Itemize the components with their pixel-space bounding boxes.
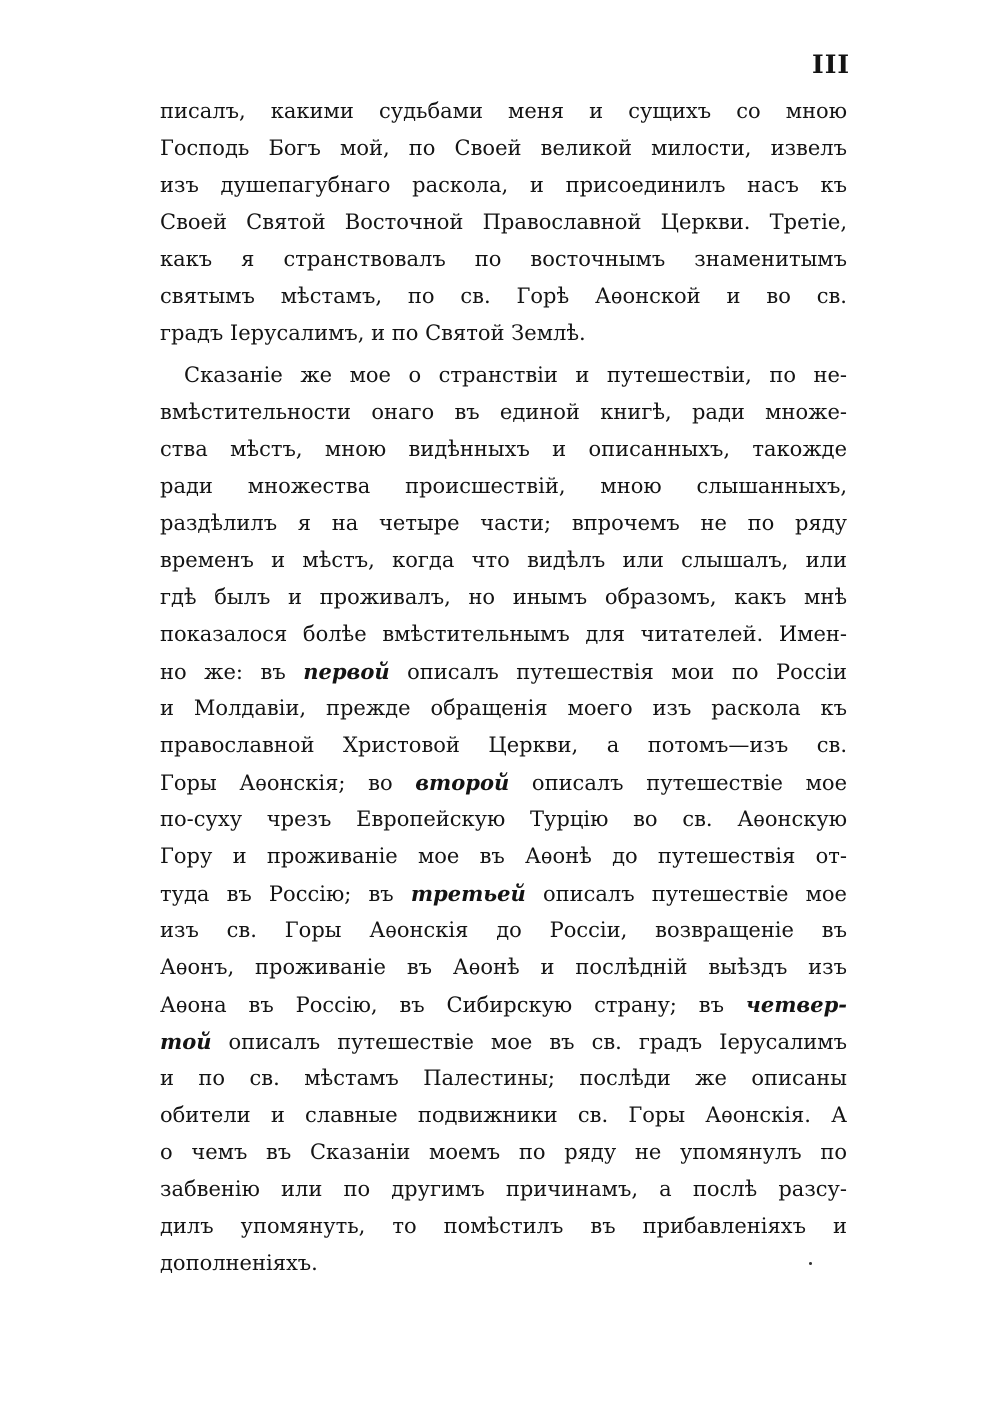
text-line: какъ я странствовалъ по восточнымъ знаменитымъ <box>160 247 847 271</box>
text-line: и Молдавіи, прежде обращенія моего изъ раскола къ <box>160 696 847 720</box>
emphasis-word: второй <box>415 770 510 795</box>
text-line: вмѣстительности онаго въ единой книгѣ, ради множе- <box>160 400 847 424</box>
text-line <box>160 653 847 690</box>
text-line: обители и славные подвижники св. Горы Аѳонскія. А <box>160 1103 847 1127</box>
text-line: Гору и проживаніе мое въ Аѳонѣ до путешествія от- <box>160 844 847 868</box>
text-line: дилъ упомянуть, то помѣстилъ въ прибавленіяхъ и <box>160 1214 847 1238</box>
text-line: временъ и мѣстъ, когда что видѣлъ или слышалъ, или <box>160 548 847 572</box>
text-line: по-суху чрезъ Европейскую Турцію во св. Аѳонскую <box>160 807 847 831</box>
text-line: изъ душепагубнаго раскола, и присоединилъ насъ къ <box>160 173 847 197</box>
text-segment: описалъ путешествіе мое <box>525 882 847 906</box>
text-line: раздѣлилъ я на четыре части; впрочемъ не по ряду <box>160 511 847 535</box>
text-line <box>160 875 847 912</box>
text-line: изъ св. Горы Аѳонскія до Россіи, возвращеніе въ <box>160 918 847 942</box>
text-line: Аѳонъ, проживаніе въ Аѳонѣ и послѣдній выѣздъ изъ <box>160 955 847 979</box>
text-line <box>160 1023 847 1060</box>
text-line: Своей Святой Восточной Православной Церкви. Третіе, <box>160 210 847 234</box>
emphasis-word: первой <box>303 659 390 684</box>
text-line: ради множества происшествій, мною слышанныхъ, <box>160 474 847 498</box>
text-segment: описалъ путешествіе мое <box>509 771 847 795</box>
text-line: Сказаніе же мое о странствіи и путешествіи, по не- <box>184 363 847 387</box>
text-segment: описалъ путешествія мои по Россіи <box>389 660 847 684</box>
text-line: забвенію или по другимъ причинамъ, а послѣ разсу- <box>160 1177 847 1201</box>
text-segment: Аѳона въ Россію, въ Сибирскую страну; въ <box>160 993 746 1017</box>
text-segment: туда въ Россію; въ <box>160 882 411 906</box>
text-line <box>160 986 847 1023</box>
emphasis-word: той <box>160 1029 212 1054</box>
text-line: святымъ мѣстамъ, по св. Горѣ Аѳонской и во св. <box>160 284 847 308</box>
text-line: писалъ, какими судьбами меня и сущихъ со мною <box>160 99 847 123</box>
text-line <box>160 764 847 801</box>
text-line: показалося болѣе вмѣстительнымъ для читателей. Имен- <box>160 622 847 646</box>
text-line: православной Христовой Церкви, а потомъ—изъ св. <box>160 733 847 757</box>
text-line: о чемъ въ Сказаніи моемъ по ряду не упомянулъ по <box>160 1140 847 1164</box>
text-line: градъ Іерусалимъ, и по Святой Землѣ. <box>160 321 586 345</box>
text-segment: Горы Аѳонскія; во <box>160 771 416 795</box>
text-line: Господь Богъ мой, по Своей великой милости, извелъ <box>160 136 847 160</box>
text-line: ства мѣстъ, мною видѣнныхъ и описанныхъ, такожде <box>160 437 847 461</box>
text-line: гдѣ былъ и проживалъ, но инымъ образомъ, какъ мнѣ <box>160 585 847 609</box>
paragraph-1 <box>160 93 847 352</box>
emphasis-word: третьей <box>410 881 526 906</box>
page-number: III <box>812 50 851 79</box>
ink-speck <box>809 1262 812 1265</box>
text-line: дополненіяхъ. <box>160 1251 318 1275</box>
text-segment: описалъ путешествіе мое въ св. градъ Іерусалимъ <box>211 1030 847 1054</box>
text-line: и по св. мѣстамъ Палестины; послѣди же описаны <box>160 1066 847 1090</box>
paragraph-2 <box>160 357 847 1282</box>
emphasis-word: четвер- <box>745 992 847 1017</box>
text-segment: но же: въ <box>160 660 304 684</box>
